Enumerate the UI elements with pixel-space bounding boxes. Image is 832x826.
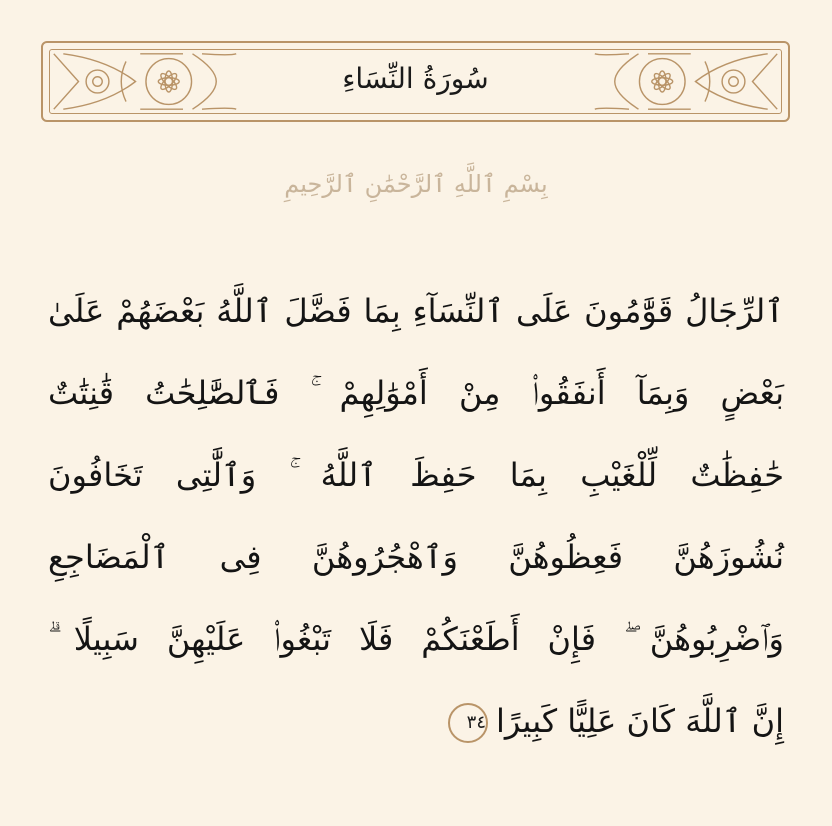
ornament-right-icon [591,50,781,113]
verse-line: إِنَّ ٱللَّهَ كَانَ عَلِيًّا كَبِيرًا [496,702,784,740]
verse-line: حَٰفِظَٰتٌ لِّلْغَيْبِ بِمَا حَفِظَ ٱللَّهُ ۚ وَٱلَّٰتِى تَخَافُونَ [48,456,784,494]
verse-line: ٱلرِّجَالُ قَوَّٰمُونَ عَلَى ٱلنِّسَآءِ بِمَا فَضَّلَ ٱللَّهُ بَعْضَهُمْ عَلَىٰ [48,292,784,330]
ayah-number-marker: ٣٤ [448,703,488,743]
verse-line-last [48,680,784,762]
verse-text [48,270,784,762]
verse-line: بَعْضٍ وَبِمَآ أَنفَقُوا۟ مِنْ أَمْوَٰلِهِمْ ۚ فَٱلصَّٰلِحَٰتُ قَٰنِتَٰتٌ [48,374,784,412]
ornament-left-icon [50,50,240,113]
verse-line: نُشُوزَهُنَّ فَعِظُوهُنَّ وَٱهْجُرُوهُنَّ فِى ٱلْمَضَاجِعِ [48,538,784,576]
surah-header-inner-border [49,49,782,114]
surah-name: سُورَةُ النِّسَاءِ [342,62,489,95]
surah-header-frame [41,41,790,122]
verse-line: وَٱضْرِبُوهُنَّ ۖ فَإِنْ أَطَعْنَكُمْ فَلَا تَبْغُوا۟ عَلَيْهِنَّ سَبِيلًا ۗ [48,620,784,658]
basmala: بِسْمِ ٱللَّهِ ٱلرَّحْمَٰنِ ٱلرَّحِيمِ [284,170,548,198]
